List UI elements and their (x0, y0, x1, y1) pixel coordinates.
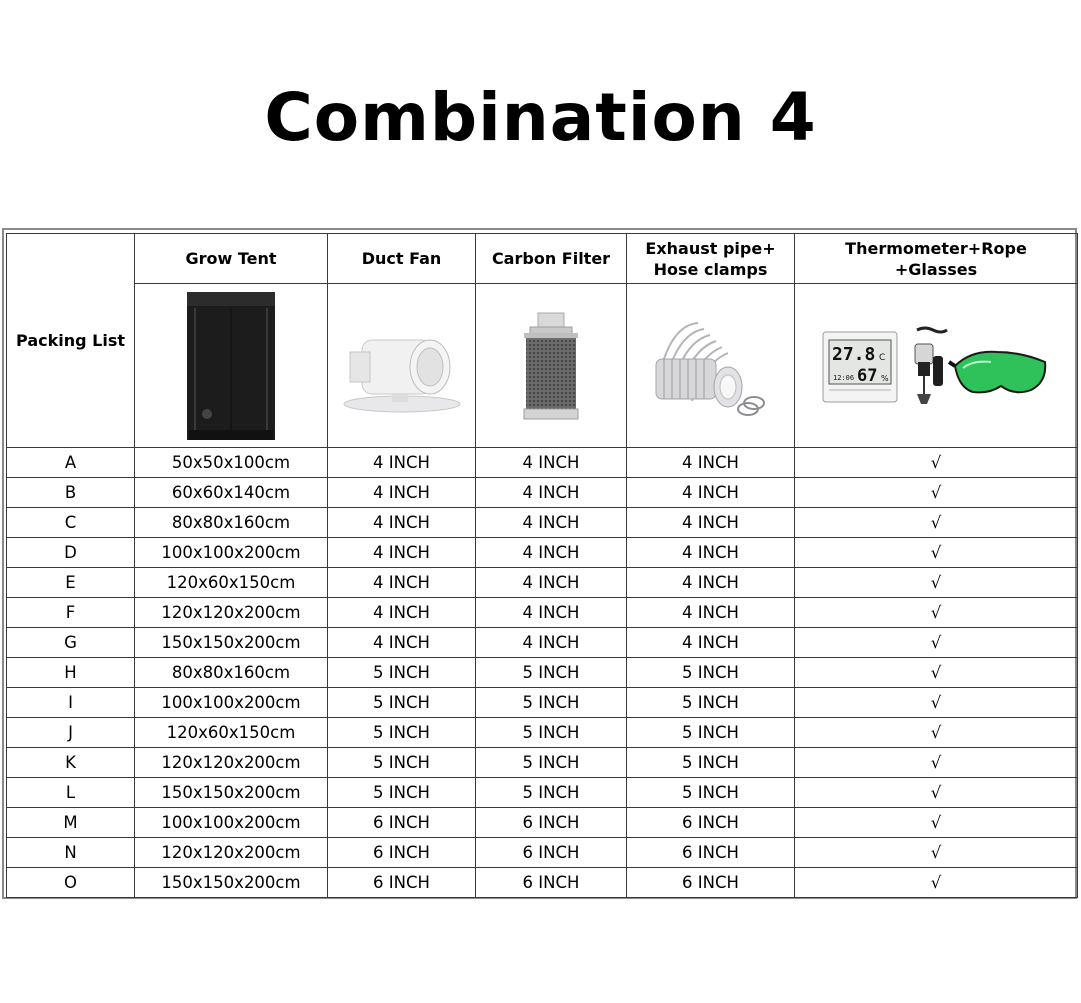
table-row (7, 718, 1078, 748)
duct-fan-size: 5 INCH (328, 778, 476, 808)
exhaust-pipe-size: 4 INCH (627, 508, 795, 538)
exhaust-pipe-size: 6 INCH (627, 868, 795, 898)
table-row (7, 508, 1078, 538)
accessories-check: √ (795, 598, 1078, 628)
row-label: O (7, 868, 135, 898)
header-thermometer (795, 234, 1078, 284)
carbon-filter-image-cell (476, 284, 627, 448)
accessories-check: √ (795, 478, 1078, 508)
header-carbon-filter: Carbon Filter (476, 234, 627, 284)
exhaust-pipe-size: 4 INCH (627, 628, 795, 658)
header-grow-tent: Grow Tent (135, 234, 328, 284)
table-row (7, 598, 1078, 628)
header-exhaust-line1: Exhaust pipe+ (645, 238, 776, 258)
accessories-check: √ (795, 808, 1078, 838)
duct-fan-icon (340, 316, 464, 416)
packing-list-table (6, 233, 1078, 898)
row-label: K (7, 748, 135, 778)
accessories-check: √ (795, 658, 1078, 688)
row-label: I (7, 688, 135, 718)
exhaust-pipe-image-cell (627, 284, 795, 448)
table-row (7, 808, 1078, 838)
row-label: C (7, 508, 135, 538)
row-label: E (7, 568, 135, 598)
accessories-check: √ (795, 568, 1078, 598)
table-row (7, 748, 1078, 778)
row-label: F (7, 598, 135, 628)
duct-fan-size: 4 INCH (328, 628, 476, 658)
carbon-filter-size: 5 INCH (476, 748, 627, 778)
accessories-check: √ (795, 748, 1078, 778)
header-exhaust-pipe (627, 234, 795, 284)
carbon-filter-size: 5 INCH (476, 658, 627, 688)
grow-tent-size: 50x50x100cm (135, 448, 328, 478)
grow-tent-size: 120x120x200cm (135, 598, 328, 628)
carbon-filter-size: 4 INCH (476, 598, 627, 628)
carbon-filter-size: 4 INCH (476, 628, 627, 658)
row-label: B (7, 478, 135, 508)
thermometer-humidity-unit: % (881, 373, 889, 383)
carbon-filter-size: 5 INCH (476, 718, 627, 748)
table-row (7, 838, 1078, 868)
header-duct-fan: Duct Fan (328, 234, 476, 284)
grow-tent-size: 120x120x200cm (135, 838, 328, 868)
exhaust-pipe-size: 5 INCH (627, 658, 795, 688)
table-row (7, 688, 1078, 718)
exhaust-pipe-size: 4 INCH (627, 538, 795, 568)
duct-fan-size: 4 INCH (328, 448, 476, 478)
accessories-check: √ (795, 688, 1078, 718)
grow-tent-size: 120x120x200cm (135, 748, 328, 778)
table-row (7, 478, 1078, 508)
carbon-filter-size: 6 INCH (476, 838, 627, 868)
header-thermo-line1: Thermometer+Rope (845, 238, 1027, 258)
carbon-filter-size: 6 INCH (476, 808, 627, 838)
carbon-filter-size: 4 INCH (476, 448, 627, 478)
table-row (7, 538, 1078, 568)
grow-tent-size: 150x150x200cm (135, 628, 328, 658)
accessories-check: √ (795, 538, 1078, 568)
accessories-check: √ (795, 868, 1078, 898)
exhaust-pipe-size: 5 INCH (627, 688, 795, 718)
duct-fan-size: 6 INCH (328, 838, 476, 868)
grow-tent-size: 100x100x200cm (135, 808, 328, 838)
thermometer-humidity: 67 (857, 365, 878, 386)
grow-tent-size: 80x80x160cm (135, 508, 328, 538)
accessories-check: √ (795, 448, 1078, 478)
carbon-filter-size: 5 INCH (476, 688, 627, 718)
thermometer-clock: 12:06 (833, 373, 855, 382)
table-row (7, 568, 1078, 598)
exhaust-pipe-size: 5 INCH (627, 778, 795, 808)
header-row (7, 234, 1078, 284)
carbon-filter-size: 4 INCH (476, 508, 627, 538)
exhaust-pipe-size: 4 INCH (627, 478, 795, 508)
row-label: M (7, 808, 135, 838)
exhaust-pipe-size: 5 INCH (627, 718, 795, 748)
accessories-check: √ (795, 628, 1078, 658)
page-title: Combination 4 (264, 79, 817, 156)
grow-tent-image-cell (135, 284, 328, 448)
exhaust-pipe-icon (652, 315, 770, 417)
duct-fan-size: 4 INCH (328, 478, 476, 508)
carbon-filter-size: 6 INCH (476, 868, 627, 898)
row-label: H (7, 658, 135, 688)
accessories-check: √ (795, 838, 1078, 868)
exhaust-pipe-size: 6 INCH (627, 808, 795, 838)
duct-fan-size: 6 INCH (328, 868, 476, 898)
table-row (7, 448, 1078, 478)
grow-tent-size: 150x150x200cm (135, 778, 328, 808)
duct-fan-image-cell (328, 284, 476, 448)
table-row (7, 628, 1078, 658)
row-label: J (7, 718, 135, 748)
carbon-filter-size: 5 INCH (476, 778, 627, 808)
exhaust-pipe-size: 4 INCH (627, 448, 795, 478)
table-row (7, 868, 1078, 898)
duct-fan-size: 5 INCH (328, 748, 476, 778)
row-label: D (7, 538, 135, 568)
table-row (7, 778, 1078, 808)
accessories-check: √ (795, 508, 1078, 538)
table-row (7, 658, 1078, 688)
exhaust-pipe-size: 5 INCH (627, 748, 795, 778)
duct-fan-size: 5 INCH (328, 658, 476, 688)
duct-fan-size: 4 INCH (328, 538, 476, 568)
carbon-filter-size: 4 INCH (476, 568, 627, 598)
grow-tent-size: 100x100x200cm (135, 538, 328, 568)
grow-tent-size: 100x100x200cm (135, 688, 328, 718)
packing-list-label: Packing List (7, 234, 135, 448)
duct-fan-size: 4 INCH (328, 568, 476, 598)
duct-fan-size: 6 INCH (328, 808, 476, 838)
exhaust-pipe-size: 6 INCH (627, 838, 795, 868)
grow-tent-icon (185, 290, 277, 442)
carbon-filter-size: 4 INCH (476, 538, 627, 568)
row-label: N (7, 838, 135, 868)
accessories-icon (821, 326, 1051, 406)
row-label: L (7, 778, 135, 808)
grow-tent-size: 120x60x150cm (135, 718, 328, 748)
image-row (7, 284, 1078, 448)
exhaust-pipe-size: 4 INCH (627, 598, 795, 628)
accessories-check: √ (795, 718, 1078, 748)
duct-fan-size: 5 INCH (328, 688, 476, 718)
header-exhaust-line2: Hose clamps (653, 259, 768, 279)
grow-tent-size: 80x80x160cm (135, 658, 328, 688)
carbon-filter-icon (516, 311, 586, 421)
grow-tent-size: 150x150x200cm (135, 868, 328, 898)
thermometer-temp-unit: C (879, 352, 886, 363)
duct-fan-size: 4 INCH (328, 598, 476, 628)
header-thermo-line2: +Glasses (894, 259, 978, 279)
row-label: G (7, 628, 135, 658)
accessories-image-cell (795, 284, 1078, 448)
carbon-filter-size: 4 INCH (476, 478, 627, 508)
grow-tent-size: 120x60x150cm (135, 568, 328, 598)
duct-fan-size: 5 INCH (328, 718, 476, 748)
exhaust-pipe-size: 4 INCH (627, 568, 795, 598)
duct-fan-size: 4 INCH (328, 508, 476, 538)
accessories-check: √ (795, 778, 1078, 808)
grow-tent-size: 60x60x140cm (135, 478, 328, 508)
thermometer-temp: 27.8 (832, 343, 876, 365)
row-label: A (7, 448, 135, 478)
